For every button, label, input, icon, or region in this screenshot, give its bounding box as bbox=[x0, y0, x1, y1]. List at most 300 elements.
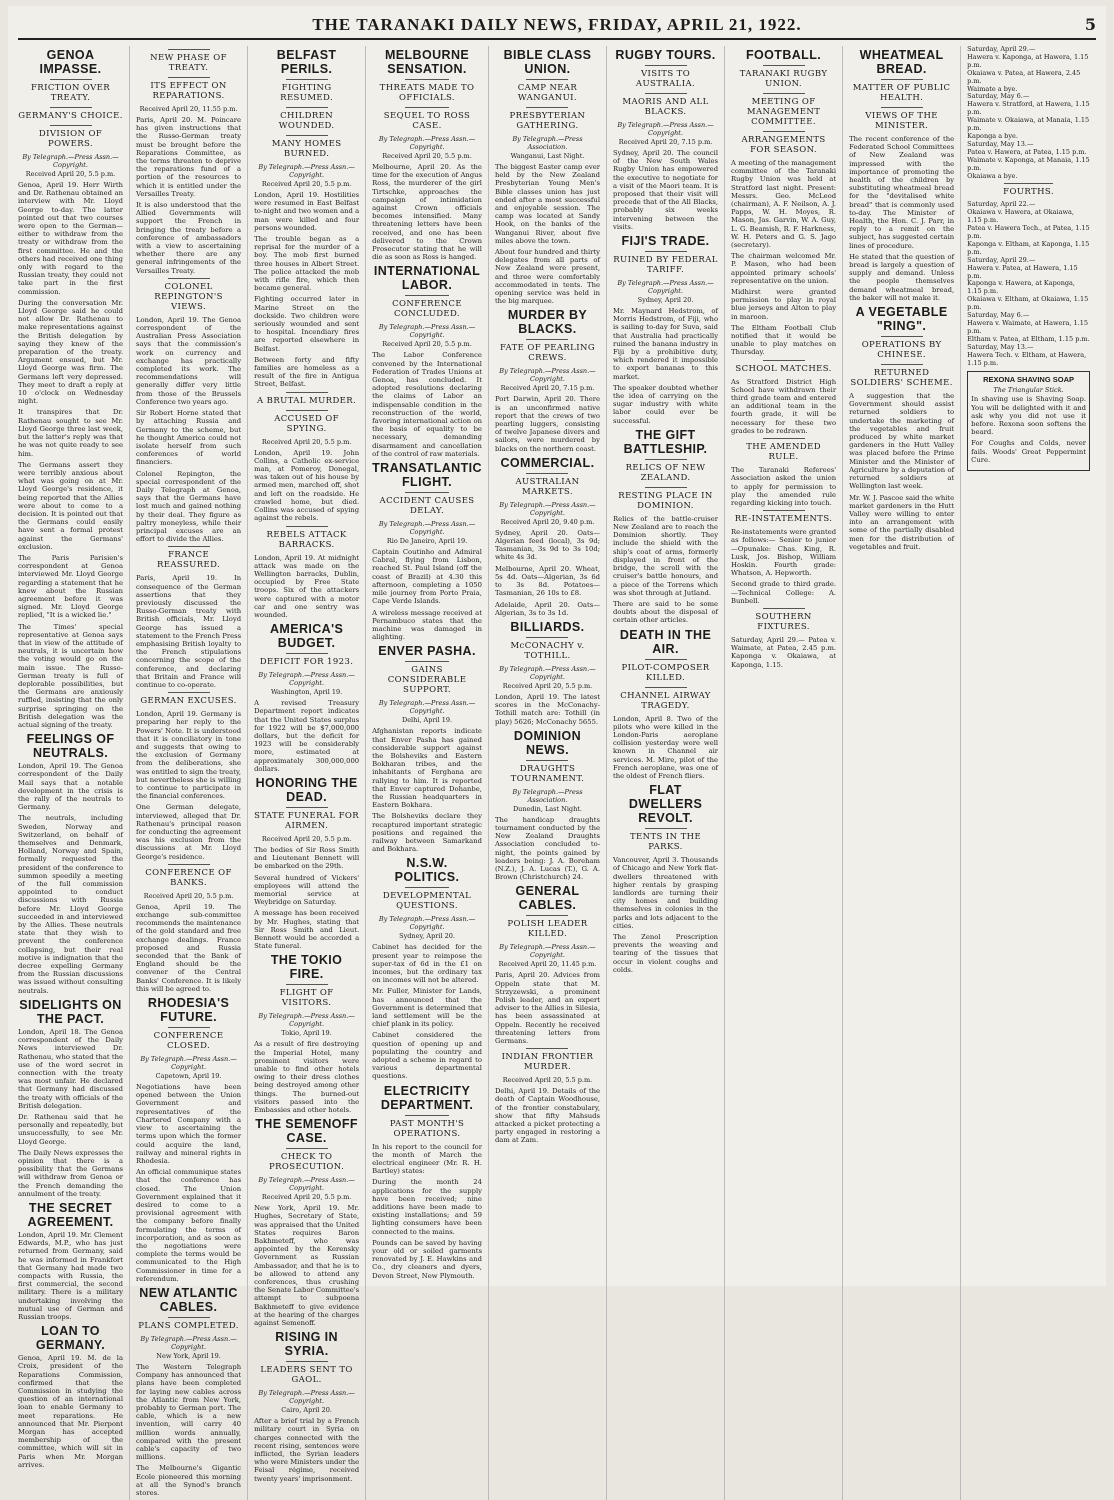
ad-footer: For Coughs and Colds, never fails. Woods' Great Peppermint Cure. bbox=[971, 439, 1086, 464]
rule-divider bbox=[645, 459, 687, 460]
article-paragraph: The bodies of Sir Ross Smith and Lieutenant Bennett will be embarked on the 29th. bbox=[254, 845, 360, 871]
rule-divider bbox=[286, 653, 328, 654]
rule-divider bbox=[168, 77, 210, 78]
article bbox=[136, 996, 241, 1283]
ad-subtitle: The Triangular Stick. bbox=[993, 386, 1064, 395]
article-received: Sydney, April 20. bbox=[637, 296, 694, 305]
fixture-line: Waimate v. Kaponga, at Manaia, 1.15 p.m. bbox=[967, 155, 1090, 172]
article bbox=[136, 864, 241, 993]
article-subheading: CHECK TO PROSECUTION. bbox=[269, 1152, 345, 1173]
article-byline: By Telegraph.—Press Assn.—Copyright. bbox=[140, 1055, 237, 1072]
article-paragraph: The Bolsheviks declare they recaptured important strategic positions and regained the railway between Samarkand and Bokhara. bbox=[372, 812, 482, 854]
article bbox=[136, 49, 241, 275]
article-byline: By Telegraph.—Press Assn.—Copyright. bbox=[499, 500, 596, 517]
rule-divider bbox=[405, 107, 449, 108]
article-paragraph: Paris, April 20. Advices from Oppeln state that M. Strzyzewski, a prominent Polish leader, and an expert adviser to the Allies in Silesia, has been assassinated at Oppeln. Recently he received threatening letters from Germans. bbox=[494, 971, 600, 1045]
article-paragraph: A meeting of the management committee of the Taranaki Rugby Union was held at Stratford last night. Present: Messrs. Geo. McLeod (chairman), A. F. Neilson, A. J. Papps, W. H. Moyes, R. Mason, Jas. Garvin, W. A. Guy, L. G. Beamish, R. F. Harkness, W. H. Peters and G. S. Jago (secretary). bbox=[731, 159, 837, 250]
article-paragraph: Pounds can be saved by having your old or soiled garments renovated by J. E. Hawkins and Co., dry cleaners and dyers, Devon Street, New Plymouth. bbox=[372, 1238, 482, 1280]
article-paragraph: London, April 19. John Collins, a Catholic ex-service man, at Pomeroy, Donegal, was taken out of his house by armed men, marched off, shot and left on the roadside. He crawled home, but died. Collins was accused of spying against the rebels. bbox=[254, 448, 360, 523]
article-subheading: FRICTION OVER TREATY. bbox=[30, 83, 111, 103]
fixture-line: Saturday, April 29.— bbox=[967, 45, 1036, 53]
article-subheading: FLIGHT OF VISITORS. bbox=[279, 988, 334, 1009]
article-subheading: DEFICIT FOR 1923. bbox=[259, 657, 354, 668]
article-paragraph: London, April 19. Germany is preparing her reply to the Powers' Note. It is understood that it is conciliatory in tone and suggests that owing to the exclusion of Germany from the deliberations, she was entitled to sign the treaty, but nevertheless she is willing to continue to participate in the financial conferences. bbox=[136, 710, 242, 801]
article-subheading: DRAUGHTS TOURNAMENT. bbox=[510, 763, 585, 784]
article-byline: By Telegraph.—Press Association. bbox=[512, 787, 583, 804]
article-paragraph: During the month 24 applications for the supply have been received; nine additions have been made to existing installations; and 59 lighting consumers have been connected to the mains. bbox=[372, 1178, 482, 1236]
article-received: Received April 20, 5.5 p.m. bbox=[382, 340, 472, 349]
article bbox=[495, 620, 600, 726]
article-paragraph: Dr. Rathenau said that he personally and repeatedly, but unsuccessfully, to see Mr. Lloyd George. bbox=[18, 1112, 124, 1146]
fixture-line: Saturday, May 6.— bbox=[967, 311, 1030, 320]
article bbox=[731, 48, 836, 357]
article bbox=[613, 783, 718, 974]
column-4 bbox=[372, 46, 489, 1500]
article-subheading: NEW PHASE OF TREATY. bbox=[150, 53, 227, 73]
article-subheading: RE-INSTATEMENTS. bbox=[734, 514, 833, 525]
rule-divider bbox=[286, 392, 328, 393]
fixture-line: Saturday, May 13.— bbox=[967, 139, 1034, 148]
article-paragraph: One German delegate, interviewed, alleged that Dr. Rathenau's principal reason for conducting the agreement was his exclusion from the discussions at Mr. Lloyd George's residence. bbox=[136, 803, 242, 861]
article-received: Delhi, April 19. bbox=[402, 716, 453, 725]
article-paragraph: Genoa, April 19. The exchange sub-committee recommends the maintenance of the gold standard and free exchange dealings. France proposed and Russia seconded that the Bank of England should be the convener of the Central Banks' Conference. It is likely this will be agreed to. bbox=[136, 902, 242, 993]
article-headline: RISING IN SYRIA. bbox=[275, 1330, 338, 1359]
article bbox=[731, 438, 836, 507]
article bbox=[18, 48, 123, 729]
rule-divider bbox=[645, 65, 687, 66]
rule-divider bbox=[168, 864, 210, 865]
article-byline: By Telegraph.—Press Assn.—Copyright. bbox=[22, 153, 119, 169]
article-paragraph: The Germans assert they were terribly anxious about what was going on at Mr. Lloyd George's residence, it being reported that the Allies were about to come to a decision. It is pointed out that the Germans could easily have sent a formal protest against the Germans' exclusion. bbox=[18, 460, 124, 551]
article-headline: MURDER BY BLACKS. bbox=[507, 308, 588, 337]
fixture-line: Hawera v. Patea, at Hawera, 1.15 p.m. bbox=[967, 263, 1078, 280]
article-received: Received April 20, 5.5 p.m. bbox=[502, 681, 593, 690]
article-subheading: RESTING PLACE IN DOMINION. bbox=[618, 490, 713, 511]
article-paragraph: The Daily News expresses the opinion that there is a possibility that the Germans will withdraw from Genoa or the French demanding the annulment of the treaty. bbox=[18, 1148, 124, 1198]
article-paragraph: The handicap draughts tournament conducted by the New Zealand Draughts Association concluded to-night, the points gained by leaders being: J. A. Boreham (N.Z.), J. A. Lucas (T.), G. A. Brown (Christchurch) 24. bbox=[494, 815, 600, 882]
rule-divider bbox=[645, 93, 687, 94]
article-subheading: RUINED BY FEDERAL TARIFF. bbox=[613, 255, 718, 276]
article-headline: ELECTRICITY DEPARTMENT. bbox=[380, 1083, 474, 1112]
article-received: Wanganui, Last Night. bbox=[510, 152, 585, 160]
article bbox=[136, 1286, 241, 1497]
article-received: Received April 20, 5.5 p.m. bbox=[382, 152, 472, 160]
ad-title: REXONA SHAVING SOAP bbox=[983, 375, 1074, 385]
article-paragraph: The Taranaki Referees' Association asked the union to apply for permission to play the amended rule regarding kicking into touch. bbox=[731, 466, 837, 507]
fixture-line: Eltham v. Patea, at Eltham, 1.15 p.m. bbox=[967, 334, 1090, 343]
article-subheading: ACCIDENT CAUSES DELAY. bbox=[379, 496, 475, 517]
article-received: Received April 20, 5.5 p.m. bbox=[25, 170, 116, 178]
article-paragraph: Adelaide, April 20. Oats—Algerian, 3s to 3s 1d. bbox=[494, 600, 600, 617]
column-9 bbox=[967, 46, 1096, 1500]
article-received: Received April 20, 5.5 p.m. bbox=[261, 834, 352, 843]
rule-divider bbox=[763, 438, 805, 439]
rule-divider bbox=[286, 135, 328, 136]
article-paragraph: Delhi, April 19. Details of the death of Captain Woodhouse, of the frontier constabulary, show that fifty Mahsuds attacked a picket protecting a party engaged in restoring a dam at Zam. bbox=[494, 1087, 600, 1145]
article-paragraph: Cabinet has decided for the present year to reimpose the super-tax of 6d in the £1 on incomes, but the ordinary tax on incomes will not be altered. bbox=[372, 943, 482, 985]
article-subheading: VISITS TO AUSTRALIA. bbox=[635, 69, 696, 89]
article-headline: AMERICA'S BUDGET. bbox=[269, 622, 344, 651]
article-paragraph: Cabinet considered the question of opening up and populating the country and adopted a scheme in regard to various departmental questions. bbox=[372, 1031, 482, 1081]
article bbox=[372, 461, 482, 641]
article-headline: ENVER PASHA. bbox=[378, 644, 476, 659]
rule-divider bbox=[286, 807, 328, 808]
article-headline: COMMERCIAL. bbox=[500, 455, 595, 470]
article bbox=[136, 692, 241, 861]
rule-divider bbox=[286, 1148, 328, 1149]
article-subheading: PILOT-COMPOSER KILLED. bbox=[621, 662, 710, 683]
article-paragraph: The Zenol Prescription prevents the weaving and tearing of the tissues that occur in violent coughs and colds. bbox=[613, 932, 719, 974]
article-subheading: CONFERENCE OF BANKS. bbox=[145, 867, 232, 888]
article-paragraph: The recent conference of the Federated School Committees of New Zealand was impressed with the importance of promoting the health of the children by substituting wheatmeal bread for the "devitalised white bread" that is commonly used to-day. The Minister of Health, the Hon. C. J. Parr, in reply to a remit on the subject, has suggested certain lines of procedure. bbox=[849, 135, 955, 250]
article-subheading: CAMP NEAR WANGANUI. bbox=[517, 83, 578, 103]
fixture-line: Hawera v. Waimate, at Hawera, 1.15 p.m. bbox=[967, 319, 1088, 335]
article-byline: By Telegraph.—Press Assn.—Copyright. bbox=[617, 121, 714, 137]
article-received: Tokio, April 19. bbox=[281, 1029, 332, 1038]
article-received: Received April 20, 5.5 p.m. bbox=[143, 891, 234, 900]
article-byline: By Telegraph.—Press Assn.—Copyright. bbox=[499, 943, 596, 960]
article-paragraph: He stated that the question of bread is largely a question of supply and demand. Unless the people themselves demand wheatmeal bread, the baker will not make it. bbox=[849, 252, 955, 302]
article bbox=[495, 729, 600, 882]
article-subheading: MEETING OF MANAGEMENT COMMITTEE. bbox=[746, 97, 821, 127]
article-subheading: GERMANY'S CHOICE. bbox=[18, 111, 123, 121]
rule-divider bbox=[405, 661, 449, 662]
article-received: Capetown, April 19. bbox=[155, 1072, 222, 1081]
article-paragraph: Melbourne, April 20. As the time for the execution of Angus Ross, the murderer of the girl Tirtschke, approaches the campaign of intimidation against Crown officials becomes intensified. Many threatening letters have been received, and one has been delivered to the Crown Prosecutor stating that he will die as soon as Ross is hanged. bbox=[372, 163, 482, 262]
article-paragraph: Mr. Fuller, Minister for Lands, has announced that the Government is determined that land settlement will be the chief plank in its policy. bbox=[372, 987, 482, 1029]
article-subheading: ACCUSED OF SPYING. bbox=[274, 413, 339, 434]
rule-divider bbox=[645, 828, 687, 829]
fixture-line: Waimate a bye. bbox=[967, 84, 1018, 93]
article-subheading: FATE OF PEARLING CREWS. bbox=[499, 343, 596, 364]
article-paragraph: A message has been received by Mr. Hughes, stating that Sir Ross Smith and Lieut. Bennett would be accorded a State funeral. bbox=[254, 909, 360, 951]
article-subheading: A BRUTAL MURDER. bbox=[257, 395, 357, 406]
article-headline: BELFAST PERILS. bbox=[276, 48, 337, 76]
rule-divider bbox=[526, 107, 568, 108]
article-paragraph: Sydney, April 20. Oats—Algerian feed (local), 3s 9d; Tasmanian, 3s 9d to 3s 10d; white 4s 3d. bbox=[494, 528, 600, 562]
article-subheading: OPERATIONS BY CHINESE. bbox=[861, 340, 942, 361]
advertisement bbox=[967, 371, 1090, 471]
article-subheading: DIVISION OF POWERS. bbox=[38, 129, 103, 149]
article-received: Received April 20, 9.40 p.m. bbox=[500, 517, 595, 526]
article-subheading: CONFERENCE CONCLUDED. bbox=[392, 299, 462, 320]
article bbox=[372, 1084, 482, 1280]
article-headline: NEW ATLANTIC CABLES. bbox=[139, 1285, 238, 1314]
article-paragraph: London, April 19. At midnight attack was made on the Wellington barracks, Dublin, occupied by Free State troops. Six of the attackers were captured with a motor car and one sentry was wounded. bbox=[254, 553, 360, 619]
article bbox=[254, 622, 359, 773]
article-paragraph: Several hundred of Vickers' employees will attend the memorial service at Weybridge on Saturday. bbox=[254, 873, 360, 907]
article-byline: By Telegraph.—Press Assn.—Copyright. bbox=[499, 367, 596, 384]
article-byline: By Telegraph.—Press Assn.—Copyright. bbox=[378, 135, 476, 151]
fixture-line: Okaiawa v. Patea, at Hawera, 2.45 p.m. bbox=[967, 68, 1081, 85]
fixture-line: Kaponga v. Hawera, at Kaponga, 1.15 p.m. bbox=[967, 279, 1075, 296]
article-paragraph: Colonel Repington, the special correspondent of the Daily Telegraph at Genoa, says that the Germans have lost much and gained nothing by their deal. They figure as paltry moneyless, while their principal excuses are an effort to divide the Allies. bbox=[136, 469, 242, 544]
fixture-line: Patea v. Hawera Tech., at Patea, 1.15 p.m. bbox=[967, 224, 1090, 241]
article-headline: RUGBY TOURS. bbox=[615, 48, 716, 62]
article-paragraph: Midhirst were granted permission to play in royal blue jerseys and Alton to play in maroon. bbox=[731, 288, 837, 321]
article-headline: THE SEMENOFF CASE. bbox=[255, 1117, 358, 1146]
fixture-line: Saturday, April 22.— bbox=[967, 200, 1036, 209]
article-headline: FEELINGS OF NEUTRALS. bbox=[26, 732, 115, 761]
article-headline: BILLIARDS. bbox=[510, 619, 585, 634]
rule-divider bbox=[50, 125, 92, 126]
article bbox=[372, 856, 482, 1080]
rule-divider bbox=[526, 637, 568, 638]
article-received: Received April 20, 7.15 p.m. bbox=[500, 384, 595, 393]
article-headline: DEATH IN THE AIR. bbox=[619, 627, 712, 656]
article-paragraph: About four hundred and thirty delegates from all parts of New Zealand were present, and three were comfortably accommodated in tents. The opening service was held in the big marquee. bbox=[494, 248, 600, 306]
rule-divider bbox=[286, 79, 328, 80]
article-paragraph: An official communique states that the conference has closed. The Union Government explained that it desired to come to a provisional agreement with the company before finally formulating the terms of incorporation, and as soon as the negotiations were complete the terms would be communicated to the High Commissioner in time for a referendum. bbox=[136, 1168, 242, 1283]
article bbox=[613, 234, 718, 425]
article-subheading: MANY HOMES BURNED. bbox=[271, 139, 342, 159]
rule-divider bbox=[645, 487, 687, 488]
article-subheading: PRESBYTERIAN GATHERING. bbox=[509, 111, 586, 131]
article-received: Cairo, April 20. bbox=[281, 1406, 332, 1415]
article-subheading: CHANNEL AIRWAY TRAGEDY. bbox=[620, 690, 711, 711]
column-8 bbox=[849, 46, 961, 1500]
article-subheading: COLONEL REPINGTON'S VIEWS. bbox=[154, 281, 223, 312]
article-subheading: SEQUEL TO ROSS CASE. bbox=[383, 111, 471, 131]
article-paragraph: Port Darwin, April 20. There is an unconfirmed native report that the crews of two pearling luggers, consisting of twelve Japanese divers and sailors, were murdered by blacks on the northern coast. bbox=[494, 395, 600, 453]
fixture-line: Hawera v. Stratford, at Hawera, 1.15 p.m. bbox=[967, 100, 1090, 117]
article-paragraph: The Paris Parisien's correspondent at Genoa interviewed Mr. Lloyd George regarding a statement that he knew about the Russian agreement before it was signed. Mr. Lloyd George replied, "It is a wicked lie." bbox=[18, 553, 124, 620]
rule-divider bbox=[168, 692, 210, 693]
article-paragraph: Paris, April 20. M. Poincare has given instructions that the Russo-German treaty must be brought before the Reparations Committee, as the terms threaten to deprive the reparations fund of a portion of the resources to which it is entitled under the Versailles Treaty. bbox=[136, 116, 242, 198]
article bbox=[254, 953, 359, 1114]
article-subheading: RELICS OF NEW ZEALAND. bbox=[625, 462, 706, 483]
article-paragraph: The trouble began as a reprisal for the murder of a boy. The mob first burned three houses in Albert Street. The police attacked the mob with rifle fire, which then became general. bbox=[254, 235, 360, 293]
article bbox=[136, 546, 241, 689]
article-received: Received April 20, 5.5 p.m. bbox=[261, 180, 352, 188]
article-paragraph: Sir Robert Horne stated that by attaching Russia and Germany to the scheme, but he thought America could not isolate herself from such conferences of world financiers. bbox=[136, 409, 242, 467]
article-paragraph: London, April 19. Mr. Clement Edwards, M.P., who has just returned from Germany, said he was informed in Frankfort that Germany had made two compacts with Russia, the first commercial, the second military. There is a military undertaking involving the mutual use of German and Russian troops. bbox=[18, 1230, 124, 1321]
article-received: Received April 20, 7.15 p.m. bbox=[618, 138, 713, 146]
fixture-line: Saturday, May 13.— bbox=[967, 342, 1034, 351]
article bbox=[18, 732, 123, 995]
article-paragraph: London, April 18. The Genoa correspondent of the Daily News interviewed Dr. Rathenau, who stated that the use of the word secret in connection with the treaty was most unfair. He declared that Germany had discussed the treaty with officials of the British delegation. bbox=[18, 1027, 124, 1110]
article-headline: THE GIFT BATTLESHIP. bbox=[623, 427, 708, 456]
article-paragraph: The neutrals, including Sweden, Norway and Switzerland, on behalf of themselves and Denmark, Holland, Norway and Spain, formally requested the president of the conference to summon speedily a meeting of the full commission appointed to conduct discussions with Russia before Mr. Lloyd George succeeded in and interviewed by the Allies. These neutrals state that they wish to prevent the conference collapsing, but their real motive is indignation that the decree expelling Germany from the Russian discussions was issued without consulting neutrals. bbox=[18, 814, 124, 995]
article bbox=[495, 1048, 600, 1144]
article-headline: WHEATMEAL BREAD. bbox=[859, 48, 944, 76]
article-subheading: PAST MONTH'S OPERATIONS. bbox=[389, 1118, 465, 1139]
article-subheading: SCHOOL MATCHES. bbox=[735, 363, 832, 374]
article-headline: FOOTBALL. bbox=[746, 48, 822, 62]
ad-text: In shaving use is Shaving Soap. You will be delighted with it and ask why you did not use it before. Rexona soon softens the beard. bbox=[971, 395, 1086, 437]
article bbox=[254, 776, 359, 950]
article-paragraph: The Western Telegraph Company has announced that plans have been completed for laying new cables across the Atlantic from New York, probably to German port. The cable, which is a new invention, will carry 40 million words annually, compared with the present cable's capacity of two millions. bbox=[136, 1362, 242, 1462]
article-subheading: POLISH LEADER KILLED. bbox=[507, 919, 588, 940]
article-byline: By Telegraph.—Press Assn.—Copyright. bbox=[258, 1012, 355, 1029]
article bbox=[372, 48, 482, 261]
column-1 bbox=[18, 46, 130, 1500]
masthead bbox=[18, 12, 1096, 40]
rule-divider bbox=[763, 65, 805, 66]
article-paragraph: As Stratford District High School have withdrawn their third grade team and entered an additional team in the fourth grade, it will be necessary for these two grades to be redrawn. bbox=[731, 377, 837, 435]
article-paragraph: London, April 19. Hostilities were resumed in East Belfast to-night and two women and a man were killed and four persons wounded. bbox=[254, 191, 360, 232]
article-paragraph: After a brief trial by a French military court in Syria on charges connected with the recent rising, sentences were inflicted, the Syrian leaders who were Ministers under the Feisal régime, received twenty years' imprisonment. bbox=[254, 1417, 360, 1483]
rule-divider bbox=[763, 360, 805, 361]
article bbox=[18, 1324, 123, 1469]
article-received: Washington, April 19. bbox=[270, 688, 343, 697]
fixture-line: Kaponga a bye. bbox=[967, 131, 1018, 140]
rule-divider bbox=[286, 107, 328, 108]
article-byline: By Telegraph.—Press Assn.—Copyright. bbox=[378, 699, 476, 716]
article-paragraph: Sydney, April 20. The council of the New South Wales Rugby Union has empowered the executive to negotiate for a visit of the Maori team. It is proposed that their visit will precede that of the All Blacks, probably six weeks intervening between the visits. bbox=[613, 149, 719, 231]
article-byline: By Telegraph.—Press Assn.—Copyright. bbox=[258, 1176, 355, 1193]
fixture-line: Patea v. Hawera, at Patea, 1.15 p.m. bbox=[967, 147, 1087, 156]
article-paragraph: The chairman welcomed Mr. P. Mason, who had been appointed primary schools' representative on the union. bbox=[731, 252, 837, 285]
article bbox=[254, 1330, 359, 1483]
rule-divider bbox=[645, 687, 687, 688]
rule-divider bbox=[405, 295, 449, 296]
article-paragraph: Paris, April 19. In consequence of the German assertions that they previously discussed the Russo-German treaty with British officials, Mr. Lloyd George has issued a statement to the French Press emphasising British loyalty to the French stipulations concerning the scope of the conference, and declaring that Britain and France will continue to co-operate. bbox=[136, 574, 242, 689]
rule-divider bbox=[645, 659, 687, 660]
article-subheading: DEVELOPMENTAL QUESTIONS. bbox=[382, 891, 472, 912]
article-paragraph: As a result of fire destroying the Imperial Hotel, many prominent visitors were unable to find other hotels owing to their dress clothes being destroyed among other things. The burned-out visitors passed into the Embassies and other hotels. bbox=[254, 1040, 360, 1115]
rule-divider bbox=[168, 546, 210, 547]
rule-divider bbox=[286, 526, 328, 527]
article-headline: BIBLE CLASS UNION. bbox=[503, 48, 592, 76]
rule-divider bbox=[526, 339, 568, 340]
masthead-title: THE TARANAKI DAILY NEWS, FRIDAY, APRIL 21, 1922. bbox=[312, 15, 802, 34]
article-headline: LOAN TO GERMANY. bbox=[35, 1324, 106, 1353]
article-headline: SIDELIGHTS ON THE PACT. bbox=[19, 997, 122, 1026]
article-paragraph: A revised Treasury Department report indicates that the United States surplus for 1922 will be $7,000,000 dollars, but the deficit for 1923 will be considerably more, estimated at approximately 300,000,000 dollars. bbox=[254, 699, 360, 773]
rule-divider bbox=[881, 336, 923, 337]
article-paragraph: London, April 19. The latest scores in the McConachy-Tothill match are: Tothill (in play) 5626; McConachy 5655. bbox=[494, 692, 600, 726]
article-subheading: RETURNED SOLDIERS' SCHEME. bbox=[850, 368, 953, 389]
article-paragraph: During the conversation Mr. Lloyd George said he could not allow Dr. Rathenau to make representations against the British delegation by saying they knew of the preparation of the treaty. Argument ensued, but Mr. Lloyd George was firm. The Germans left very depressed. They meet to draft a reply at 10 o'clock on Wednesday night. bbox=[18, 298, 124, 406]
article bbox=[731, 510, 836, 605]
fixture-line: Hawera v. Kaponga, at Hawera, 1.15 p.m. bbox=[967, 52, 1089, 69]
article-paragraph: Between forty and fifty families are homeless as a result of the fire in Antigua Street, Belfast. bbox=[254, 355, 360, 389]
rule-divider bbox=[526, 473, 568, 474]
article bbox=[372, 264, 482, 458]
article-subheading: THE AMENDED RULE. bbox=[746, 442, 821, 463]
article-byline: By Telegraph.—Press Assn.—Copyright. bbox=[258, 671, 355, 688]
rule-divider bbox=[405, 1115, 449, 1116]
column-3 bbox=[254, 46, 366, 1500]
article bbox=[18, 998, 123, 1198]
article-paragraph: Melbourne, April 20. Wheat, 5s 4d. Oats—Algerian, 3s 6d to 3s 8d. Potatoes—Tasmanian, 26 10s to £8. bbox=[494, 564, 600, 598]
article-headline: A VEGETABLE "RING". bbox=[855, 305, 948, 334]
article-headline: RHODESIA'S FUTURE. bbox=[147, 996, 230, 1025]
article-paragraph: Second grade to third grade.—Technical College: A. Bunbell. bbox=[731, 580, 837, 605]
article-subheading: TARANAKI RUGBY UNION. bbox=[739, 69, 828, 89]
article-byline: By Telegraph.—Press Assn.—Copyright. bbox=[140, 1334, 237, 1351]
rule-divider bbox=[881, 79, 923, 80]
fixture-line: Okaiawa v. Eltham, at Okaiawa, 1.15 p.m. bbox=[967, 295, 1089, 312]
columns bbox=[18, 45, 1096, 1497]
rule-divider bbox=[50, 79, 92, 80]
article-headline: TRANSATLANTIC FLIGHT. bbox=[372, 461, 482, 490]
column-7 bbox=[731, 46, 843, 1500]
article-received: Rio De Janeiro, April 19. bbox=[386, 537, 468, 546]
article-headline: GENERAL CABLES. bbox=[515, 884, 580, 913]
article-received: Received April 20, 5.5 p.m. bbox=[502, 1076, 593, 1085]
rule-divider bbox=[763, 510, 805, 511]
article-paragraph: London, April 19. The Genoa correspondent of the Daily Mail says that a notable development in the crisis is the rally of the neutrals to Germany. bbox=[18, 762, 124, 812]
article-subheading: FRANCE REASSURED. bbox=[156, 550, 221, 571]
article-byline: By Telegraph.—Press Assn.—Copyright. bbox=[258, 163, 355, 179]
article-received: Received April 20, 5.5 p.m. bbox=[261, 1193, 352, 1202]
rule-divider bbox=[881, 107, 923, 108]
rule-divider bbox=[763, 93, 805, 94]
article-paragraph: It transpires that Dr. Rathenau sought to see Mr. Lloyd George three last week, but the latter's reply was that he was not quite ready to see him. bbox=[18, 408, 124, 458]
rule-divider bbox=[168, 278, 210, 279]
article-paragraph: The biggest Easter camp ever held by the New Zealand Presbyterian Young Men's Bible classes union has just ended after a most successful and enjoyable session. The camp was located at Sandy Hook, on the banks of the Wanganui River, about five miles above the town. bbox=[494, 163, 600, 245]
rule-divider bbox=[526, 79, 568, 80]
article-subheading: INDIAN FRONTIER MURDER. bbox=[501, 1052, 594, 1073]
rule-divider bbox=[286, 984, 328, 985]
article-paragraph: Mr. W. J. Pascoe said the white market gardeners in the Hutt Valley were willing to enter into an arrangement with some of the partially disabled men for the distribution of vegetables and fruit. bbox=[849, 493, 955, 551]
article-subheading: AUSTRALIAN MARKETS. bbox=[515, 476, 580, 497]
article-subheading: PLANS COMPLETED. bbox=[138, 1320, 239, 1331]
page-number: 5 bbox=[1084, 15, 1096, 34]
article-paragraph: Negotiations have been opened between the Union Government and representatives of the Chartered Company with a view to ascertaining the terms upon which the former could acquire the land, railway and mineral rights in Rhodesia. bbox=[136, 1083, 242, 1165]
article-headline: FIJI'S TRADE. bbox=[621, 234, 710, 249]
article bbox=[613, 48, 718, 231]
article-byline: By Telegraph.—Press Assn.—Copyright. bbox=[258, 1389, 355, 1406]
newspaper-page bbox=[8, 6, 1106, 1497]
article-paragraph: London, April 19. The Genoa correspondent of the Australian Press Association says that the commission's work on currency and exchange has practically completed its work. The recommendations will generally differ very little from those of the Brussels Conference two years ago. bbox=[136, 315, 242, 406]
rule-divider bbox=[881, 364, 923, 365]
rule-divider bbox=[405, 79, 449, 80]
article-paragraph: Re-instatements were granted as follows:— Senior to junior—Opunake: Chas. King, R. Lusk, Jos. Bishop, William Hoskin. Fourth grade: Whatson, A. Hepworth. bbox=[731, 528, 837, 578]
article-paragraph: Mr. Maynard Hedstrom, of Morris Hedstrom, of Fiji, who is sailing to-day for Suva, said that Australia had practically ruined the banana industry in Fiji by a prohibitive duty, which rendered it impossible to export bananas to this market. bbox=[613, 307, 719, 381]
article bbox=[495, 308, 600, 452]
article-subheading: MAORIS AND ALL BLACKS. bbox=[622, 97, 709, 117]
rule-divider bbox=[763, 608, 805, 609]
article-paragraph: It is also understood that the Allied Governments will support the French in bringing the treaty before a conference of ambassadors with a view to ascertaining whether there are any general infringements of the Versailles Treaty. bbox=[136, 201, 242, 275]
fixture-line: Saturday, May 6.— bbox=[967, 92, 1030, 101]
article-received: Received April 20, 5.5 p.m. bbox=[261, 437, 352, 446]
article-received: Received April 20, 11.45 p.m. bbox=[498, 960, 597, 969]
article-headline: DOMINION NEWS. bbox=[513, 728, 582, 757]
article-paragraph: Genoa, April 19. M. de la Croix, president of the Reparations Commission, confirmed that the Commission in studying the question of an international loan to enable Germany to meet reparations. He announced that Mr. Pierpont Morgan has accepted membership of the committee, which will sit in Paris when Mr. Morgan arrives. bbox=[18, 1354, 124, 1469]
article bbox=[254, 48, 359, 389]
article-subheading: TENTS IN THE PARKS. bbox=[629, 832, 702, 853]
rule-divider bbox=[286, 1361, 328, 1362]
article-subheading: STATE FUNERAL FOR AIRMEN. bbox=[254, 810, 360, 831]
rule-divider bbox=[405, 887, 449, 888]
article-paragraph: The Times' special representative at Genoa says that in view of the attitude of neutrals, it is uncertain how the voting would go on the main issue. The Russo-German treaty is full of deplorable possibilities, but the Germans are anxiously ruffled, insisting that the only surprise springing on the British delegation was the actual signing of the treaty. bbox=[18, 622, 124, 729]
article-subheading: McCONACHY v. TOTHILL. bbox=[510, 640, 585, 661]
article-subheading: GERMAN EXCUSES. bbox=[140, 696, 237, 707]
fixture-line: Okaiawa a bye. bbox=[967, 171, 1018, 180]
rule-divider bbox=[526, 1048, 568, 1049]
article-paragraph: Relics of the battle-cruiser New Zealand are to reach the Dominion shortly. They include the shield with the ship's coat of arms, formerly displayed in front of the bridge, the scroll with the cruiser's battle honours, and a piece of the Torrens which was shot through at Jutland. bbox=[613, 514, 719, 597]
fixture-line: Hawera Tech. v. Eltham, at Hawera, 1.15 p.m. bbox=[967, 350, 1087, 367]
article bbox=[254, 392, 359, 523]
article-subheading: FIGHTING RESUMED. bbox=[280, 83, 334, 103]
article-headline: INTERNATIONAL LABOR. bbox=[373, 264, 481, 293]
article bbox=[254, 1117, 359, 1327]
article-headline: GENOA IMPASSE. bbox=[39, 48, 102, 76]
article-byline: By Telegraph.—Press Association. bbox=[512, 135, 583, 151]
article bbox=[136, 278, 241, 543]
rule-divider bbox=[286, 410, 328, 411]
rule-divider bbox=[168, 1317, 210, 1318]
rule-divider bbox=[168, 49, 210, 50]
article-subheading: LEADERS SENT TO GAOL. bbox=[260, 1365, 353, 1386]
article-subheading: CONFERENCE CLOSED. bbox=[153, 1031, 224, 1052]
article bbox=[254, 526, 359, 620]
rule-divider bbox=[168, 1027, 210, 1028]
column-6 bbox=[613, 46, 725, 1500]
